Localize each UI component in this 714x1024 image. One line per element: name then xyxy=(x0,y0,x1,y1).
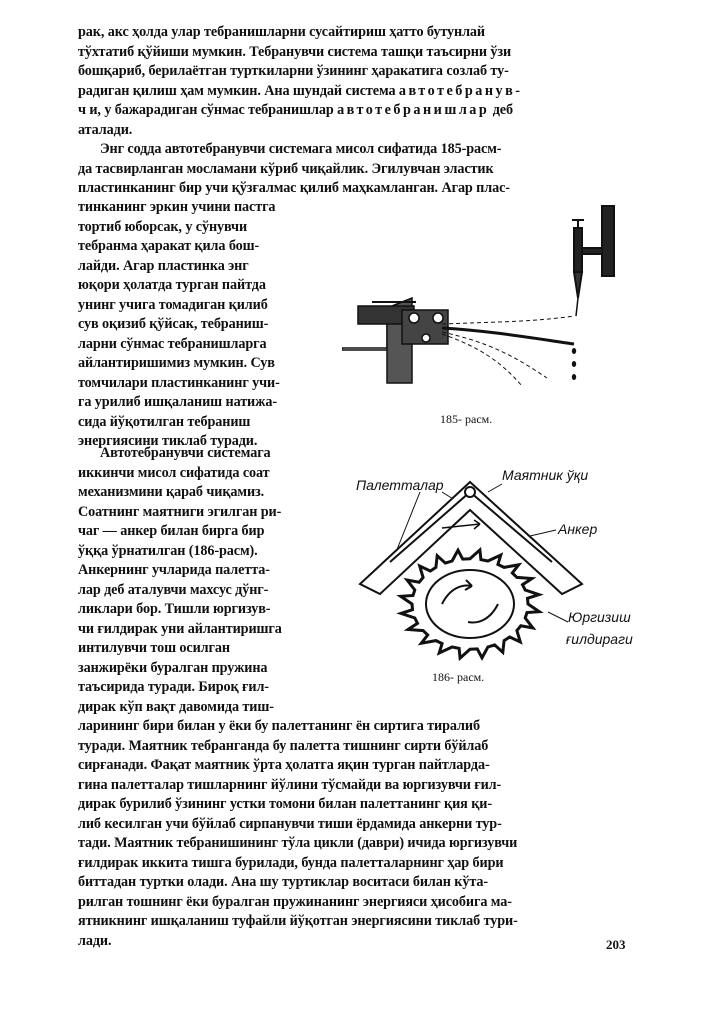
text-line: Соатнинг маятниги эгилган ри- xyxy=(78,503,282,520)
text-line: туради. Маятник тебранганда бу палетта тишнинг сирти бўйлаб xyxy=(78,737,489,754)
text-line: Энг содда автотебранувчи системага мисол сифатида 185-расм- xyxy=(100,141,502,157)
text-line: Анкернинг учларида палетта- xyxy=(78,562,270,578)
text-line: рилган тошнинг ёки буралган пружинанинг энергияси ҳисобига ма- xyxy=(78,893,512,910)
text-line xyxy=(78,101,636,121)
anchor-lever xyxy=(360,482,582,594)
text-line: лади. xyxy=(78,932,112,949)
faucet-icon xyxy=(572,206,614,316)
paragraph-2-column xyxy=(78,198,340,452)
text-line: чаг — анкер билан бирга бир xyxy=(78,523,265,539)
text-line: тади. Маятник тебранишининг тўла цикли (даври) ичида юргизувчи xyxy=(78,835,518,851)
text-line: да тасвирланган мосламани кўриб чиқайлик. Эгилувчан эластик xyxy=(78,160,494,177)
text-line: энергиясини тиклаб туради. xyxy=(78,433,258,449)
text-line: Автотебранувчи системага xyxy=(100,445,271,461)
text-line: ятникнинг ишқаланиш туфайли йўқотган энергиясини тиклаб тури- xyxy=(78,913,518,929)
escape-wheel xyxy=(401,550,540,658)
text-line: занжирёки буралган пружина xyxy=(78,659,268,676)
text-line: пластинканинг бир учи қўзғалмас қилиб маҳкамланган. Агар плас- xyxy=(78,180,510,196)
label-pendulum-axis: Маятник ўқи xyxy=(502,467,589,483)
text-line: айлантиришимиз мумкин. Сув xyxy=(78,355,275,371)
text-line: дирак бурилиб ўзининг устки томони билан палеттанинг қия қи- xyxy=(78,796,492,812)
text-line: ўққа ўрнатилган (186-расм). xyxy=(78,542,258,559)
text-line: чи ғилдирак уни айлантиришга xyxy=(78,620,282,637)
text-fragment: радиган қилиш ҳам мумкин. Ана шундай система xyxy=(78,82,396,99)
text-line: ликлари бор. Тишли юргизув- xyxy=(78,601,271,617)
text-line: сида йўқотилган тебраниш xyxy=(78,413,251,430)
water-drops xyxy=(572,348,576,380)
text-line: иккинчи мисол сифатида соат xyxy=(78,464,270,481)
text-line: сирғанади. Фақат маятник ўрта ҳолатга яқин турган пайтларда- xyxy=(78,757,490,773)
figure-185-illustration xyxy=(342,198,642,398)
text-line: тинканинг эркин учини пастга xyxy=(78,199,276,215)
text-line: аталади. xyxy=(78,121,133,138)
plate-upper-position xyxy=(442,316,574,324)
text-line: рак, акс ҳолда улар тебранишларни сусайтириш ҳатто бутунлай xyxy=(78,24,486,40)
text-line: тортиб юборсак, у сўнувчи xyxy=(78,218,248,235)
text-line: таъсирида туради. Бироқ ғил- xyxy=(78,679,269,695)
text-line: ғилдирак иккита тишга бурилади, бунда палетталарнинг ҳар бири xyxy=(78,854,504,871)
clamp-base xyxy=(342,298,448,383)
text-line: дирак кўп вақт давомида тиш- xyxy=(78,698,274,715)
text-line: лайди. Агар пластинка энг xyxy=(78,257,249,274)
paragraph-4 xyxy=(78,717,636,951)
text-line: ларининг бири билан у ёки бу палеттанинг ён сиртига тиралиб xyxy=(78,718,480,734)
paragraph-3-column xyxy=(78,444,326,717)
text-line: унинг учига томадиган қилиб xyxy=(78,296,268,313)
text-line: лар деб аталувчи махсус дўнг- xyxy=(78,581,269,598)
text-line: либ кесилган учи бўйлаб сирпанувчи тиши ёрдамида анкерни тур- xyxy=(78,815,502,832)
text-line: тўхтатиб қўйиши мумкин. Тебранувчи система ташқи таъсирни ўзи xyxy=(78,43,512,60)
spaced-term: автотебранишлар xyxy=(337,102,490,118)
figure-186-caption: 186- расм. xyxy=(432,670,485,684)
text-line: гина палетталар тишларнинг йўлини тўсмайди ва юргизувчи ғил- xyxy=(78,776,502,793)
text-line: юқори ҳолатда турган пайтда xyxy=(78,277,266,293)
text-line: интилувчи тош осилган xyxy=(78,640,230,656)
text-line xyxy=(78,82,636,102)
pendulum-axis-icon xyxy=(465,487,475,497)
paragraph-1 xyxy=(78,23,636,140)
text-line: биттадан туртки олади. Ана шу туртиклар воситаси билан кўта- xyxy=(78,874,489,890)
text-line: ларни сўнмас тебранишларга xyxy=(78,335,267,352)
paragraph-2-full xyxy=(78,140,636,199)
label-anchor: Анкер xyxy=(558,521,598,537)
text-line: тебранма ҳаракат қила бош- xyxy=(78,238,260,254)
text-line: бошқариб, берилаётган турткиларни ўзининг ҳаракатига созлаб ту- xyxy=(78,63,509,79)
figure-186-illustration xyxy=(330,462,650,662)
spaced-term: автотебранув- xyxy=(398,82,523,99)
label-pallets: Палетталар xyxy=(356,477,444,493)
text-line: томчилари пластинканинг учи- xyxy=(78,374,280,391)
page-number: 203 xyxy=(606,937,626,952)
plate-lower-position-2 xyxy=(442,334,522,386)
label-wheel-line1: Юргизиш xyxy=(568,609,631,625)
text-line: сув оқизиб қўйсак, тебраниш- xyxy=(78,316,269,332)
label-wheel-line2: ғилдираги xyxy=(566,631,633,647)
text-line: механизмини қараб чиқамиз. xyxy=(78,484,265,500)
text-fragment: ч и, у бажарадиган сўнмас тебранишлар xyxy=(78,102,334,118)
figure-185-caption: 185- расм. xyxy=(440,412,493,426)
text-fragment: деб xyxy=(492,102,514,118)
text-line: га урилиб ишқаланиш натижа- xyxy=(78,394,277,410)
